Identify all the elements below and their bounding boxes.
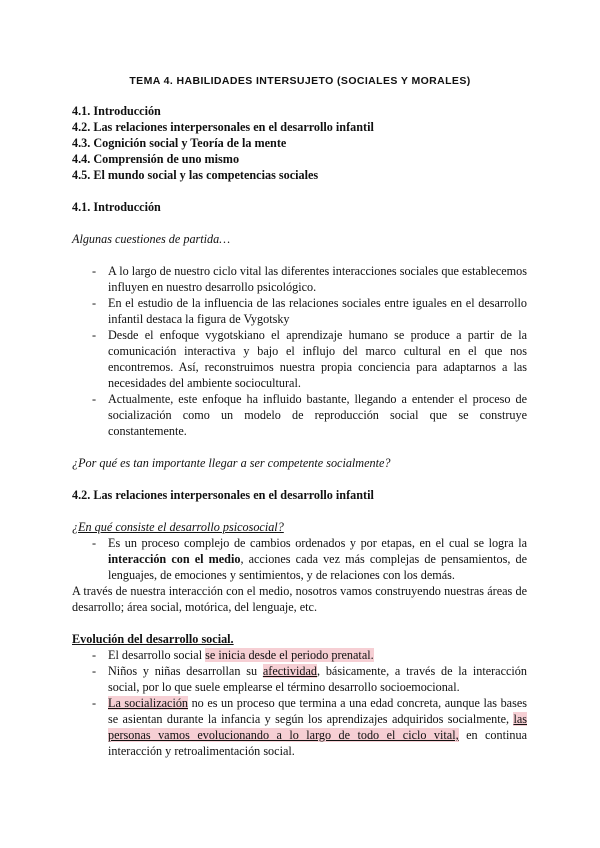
list-item: - Niños y niñas desarrollan su afectividad, básicamente, a través de la interacción social, por lo que suele emplearse el término desarrollo socioemocional. — [72, 663, 527, 695]
list-item: - A lo largo de nuestro ciclo vital las diferentes interacciones sociales que establecemos influyen en nuestro desarrollo psicológico. — [72, 263, 527, 295]
list-item: - Actualmente, este enfoque ha influido bastante, llegando a entender el proceso de socialización como un modelo de reproducción social que se construye constantemente. — [72, 391, 527, 439]
intro-questions-label: Algunas cuestiones de partida… — [72, 232, 231, 246]
toc-item: 4.1. Introducción — [72, 104, 161, 118]
intro-bullet-list — [72, 263, 527, 439]
toc-item: 4.5. El mundo social y las competencias sociales — [72, 168, 319, 182]
list-item: - Desde el enfoque vygotskiano el aprendizaje humano se produce a partir de la comunicación interactiva y bajo el influjo del marco cultural en el que nos encontremos. Así, reconstruimos nuestra propia conciencia para adaptarnos a las necesidades del ambiente sociocultural. — [72, 327, 527, 391]
psychosocial-question: ¿En qué consiste el desarrollo psicosocial? — [72, 520, 284, 534]
list-item: - El desarrollo social se inicia desde el periodo prenatal. — [72, 647, 527, 663]
section-heading-introduccion: 4.1. Introducción — [72, 200, 161, 214]
document-title: TEMA 4. HABILIDADES INTERSUJETO (SOCIALES Y MORALES) — [129, 75, 471, 87]
highlighted-text: La socialización — [108, 696, 189, 710]
development-areas-paragraph: A través de nuestra interacción con el medio, nosotros vamos construyendo nuestras áreas de desarrollo; área social, motórica, del lenguaje, etc. — [72, 584, 527, 614]
table-of-contents — [72, 103, 374, 183]
toc-item: 4.4. Comprensión de uno mismo — [72, 152, 240, 166]
toc-item: 4.3. Cognición social y Teoría de la mente — [72, 136, 287, 150]
toc-item: 4.2. Las relaciones interpersonales en el desarrollo infantil — [72, 120, 374, 134]
list-item: - La socialización no es un proceso que termina a una edad concreta, aunque las bases se asientan durante la infancia y según los aprendizajes adquiridos socialmente, las personas vamos evolucionando a lo largo de todo el ciclo vital, en continua interacción y retroalimentación social. — [72, 695, 527, 759]
competence-question: ¿Por qué es tan importante llegar a ser competente socialmente? — [72, 456, 391, 470]
section-heading-relaciones: 4.2. Las relaciones interpersonales en el desarrollo infantil — [72, 488, 374, 502]
highlighted-text: afectividad — [262, 664, 317, 678]
highlighted-text: las personas vamos evolucionando a lo largo de todo el ciclo vital, — [108, 712, 527, 742]
emphasis-text: interacción con el medio — [108, 552, 241, 566]
list-item: - En el estudio de la influencia de las relaciones sociales entre iguales en el desarrollo infantil destaca la figura de Vygotsky — [72, 295, 527, 327]
evolution-bullet-list — [72, 647, 527, 759]
highlighted-text: se inicia desde el periodo prenatal. — [205, 648, 374, 662]
psychosocial-bullet-list — [72, 535, 527, 583]
evolution-heading: Evolución del desarrollo social. — [72, 632, 234, 646]
list-item: - Es un proceso complejo de cambios ordenados y por etapas, en el cual se logra la interacción con el medio, acciones cada vez más complejas de pensamientos, de lenguajes, de emociones y sentimientos, y de relaciones con los demás. — [72, 535, 527, 583]
